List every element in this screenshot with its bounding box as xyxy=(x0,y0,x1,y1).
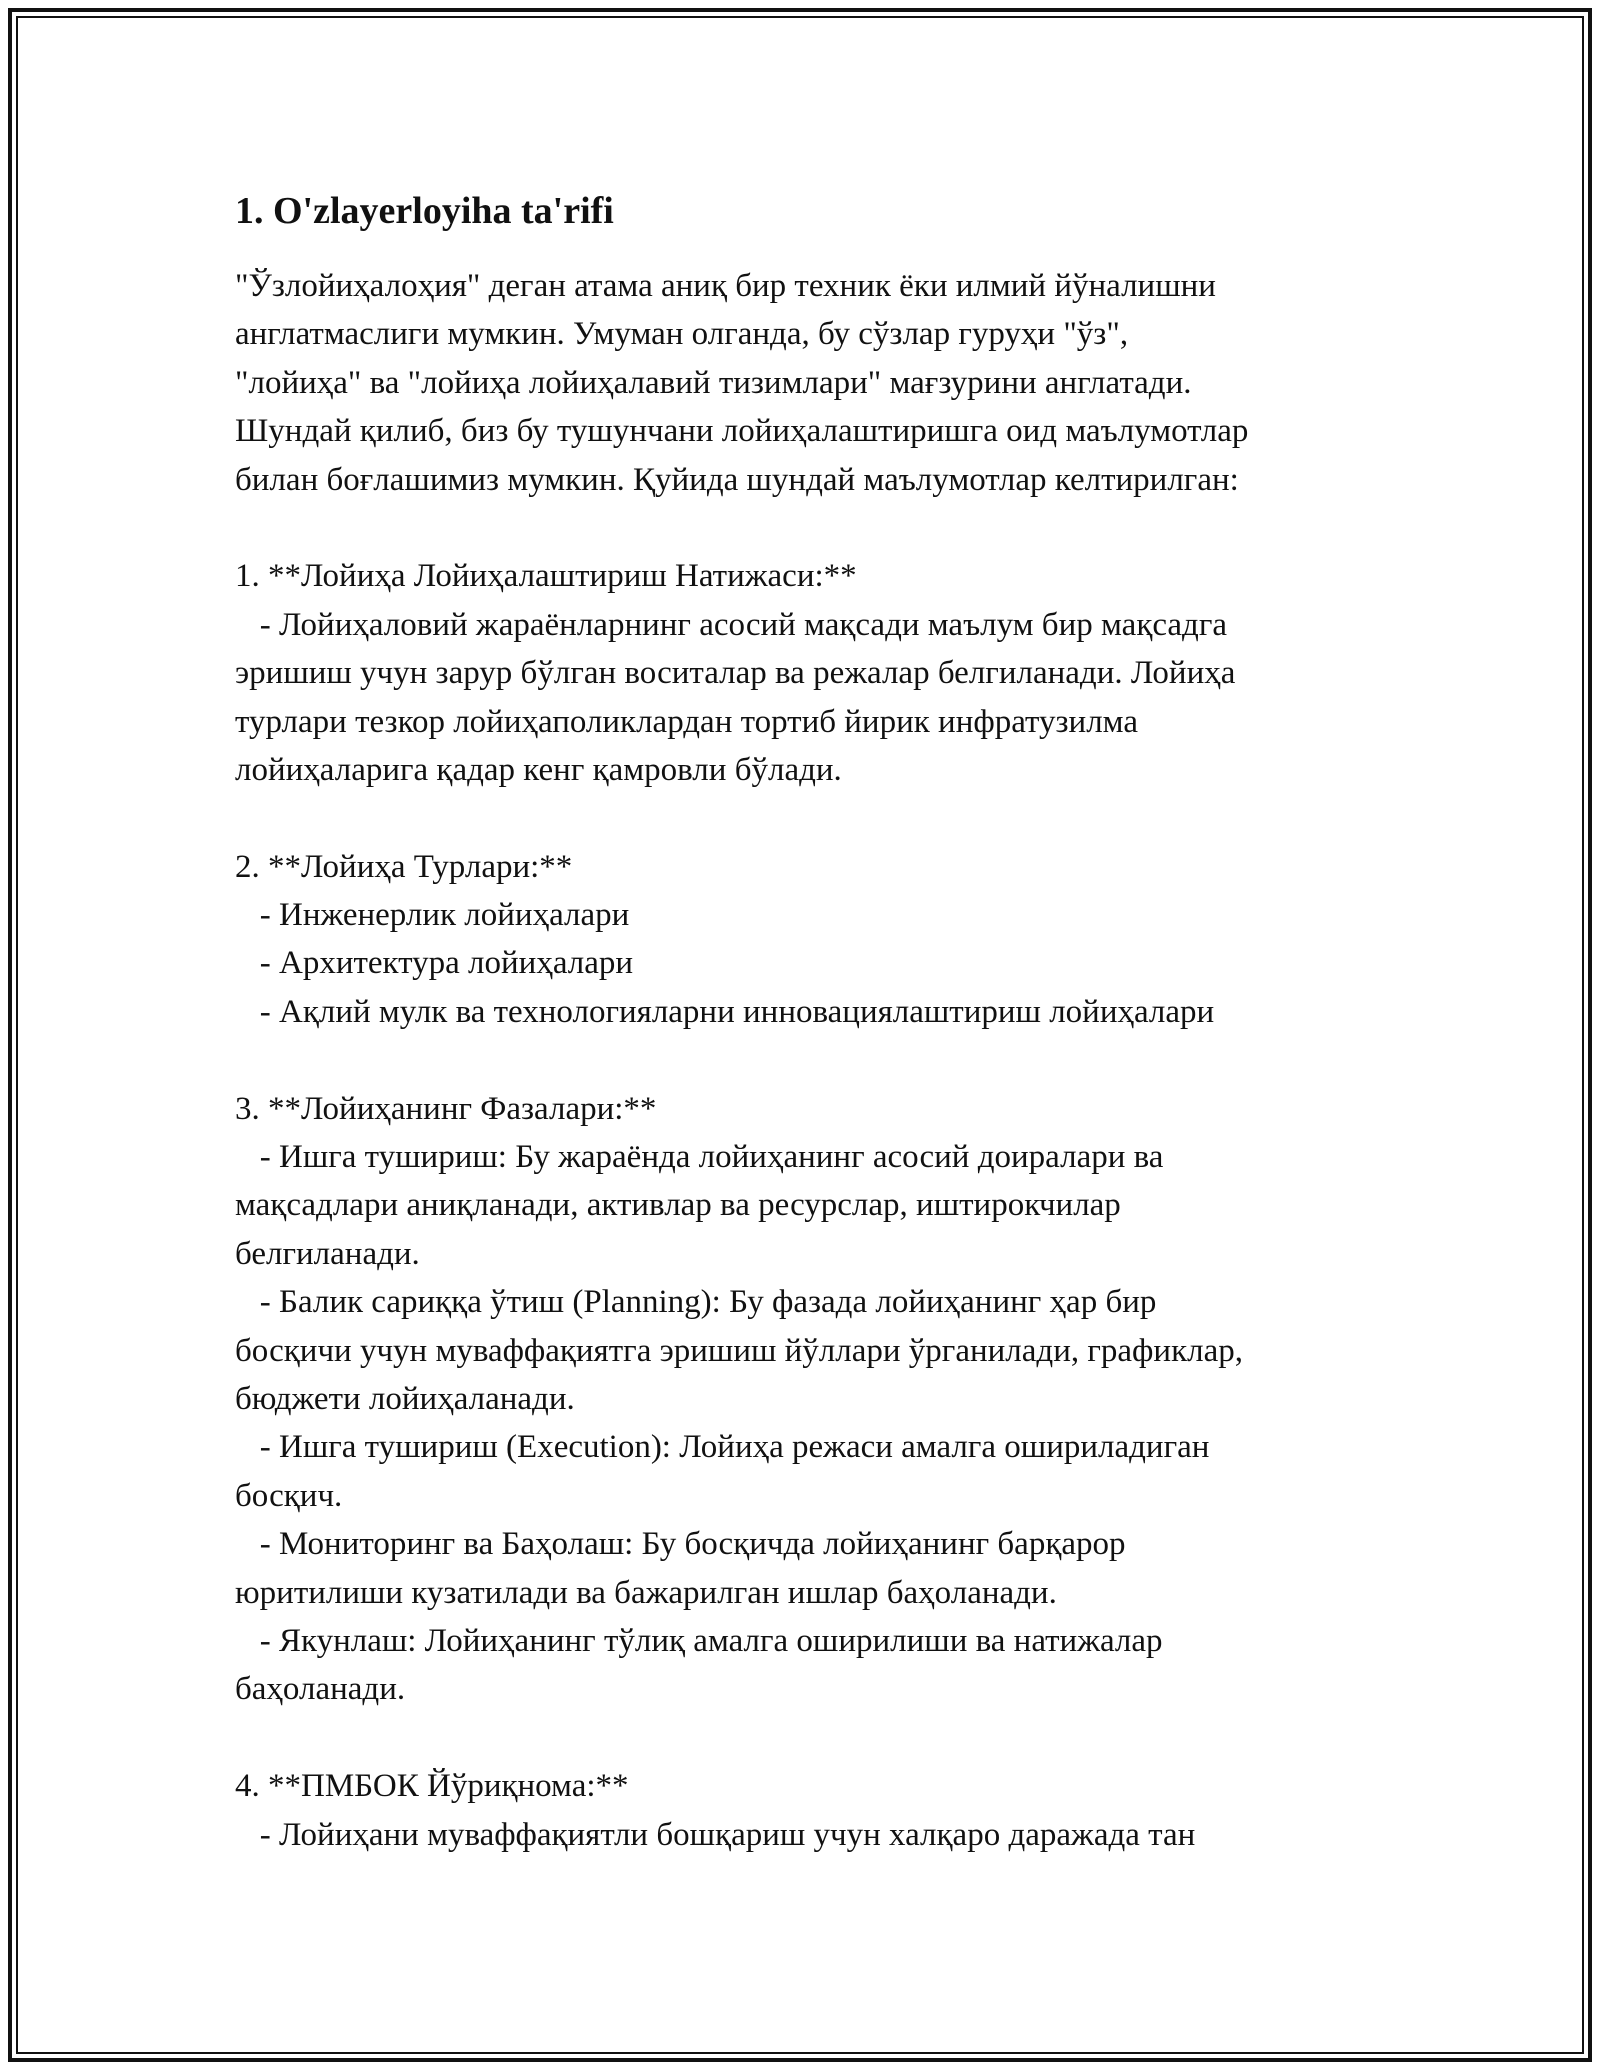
blank-line xyxy=(235,504,1395,552)
text-line: - Балик сариққа ўтиш (Planning): Бу фазада лойиҳанинг ҳар бир xyxy=(235,1284,1157,1321)
text-line: турлари тезкор лойиҳаполиклардан тортиб йирик инфратузилма xyxy=(235,703,1138,740)
text-line: 3. **Лойиҳанинг Фазалари:** xyxy=(235,1090,657,1127)
text-line: "Ўзлойиҳалоҳия" деган атама аниқ бир техник ёки илмий йўналишни xyxy=(235,268,1216,304)
text-line: белгиланади. xyxy=(235,1235,420,1272)
text-line: - Инженерлик лойиҳалари xyxy=(235,897,630,934)
text-line: "лойиҳа" ва "лойиҳа лойиҳалавий тизимлари" мағзурини англатади. xyxy=(235,364,1192,401)
document-title: 1. O'zlayerloyiha ta'rifi xyxy=(235,190,614,232)
text-line: - Лойиҳани муваффақиятли бошқариш учун халқаро даражада тан xyxy=(235,1816,1196,1853)
document-body xyxy=(235,186,1395,1859)
text-line: - Ишга тушириш (Execution): Лойиҳа режаси амалга ошириладиган xyxy=(235,1429,1210,1466)
text-line: лойиҳаларига қадар кенг қамровли бўлади. xyxy=(235,751,842,788)
blank-line xyxy=(235,1714,1395,1762)
text-line: 4. **ПМБОК Йўриқнома:** xyxy=(235,1768,629,1805)
text-line: билан боғлашимиз мумкин. Қуйида шундай маълумотлар келтирилган: xyxy=(235,461,1239,498)
text-line: 2. **Лойиҳа Турлари:** xyxy=(235,848,573,885)
text-line: - Лойиҳаловий жараёнларнинг асосий мақсади маълум бир мақсадга xyxy=(235,606,1228,643)
text-line: Шундай қилиб, биз бу тушунчани лойиҳалаштиришга оид маълумотлар xyxy=(235,413,1249,450)
text-line: мақсадлари аниқланади, активлар ва ресурслар, иштирокчилар xyxy=(235,1187,1121,1224)
text-line: эришиш учун зарур бўлган воситалар ва режалар белгиланади. Лойиҳа xyxy=(235,655,1236,692)
blank-line xyxy=(235,1036,1395,1084)
text-line: бюджети лойиҳаланади. xyxy=(235,1380,575,1417)
text-line: босқич. xyxy=(235,1477,343,1514)
text-line: босқичи учун муваффақиятга эришиш йўллари ўрганилади, графиклар, xyxy=(235,1332,1243,1369)
text-line: англатмаслиги мумкин. Умуман олганда, бу сўзлар гуруҳи "ўз", xyxy=(235,316,1129,353)
text-line: 1. **Лойиҳа Лойиҳалаштириш Натижаси:** xyxy=(235,558,857,595)
document-text xyxy=(235,262,1395,1859)
blank-line xyxy=(235,794,1395,842)
text-line: - Мониторинг ва Баҳолаш: Бу босқичда лойиҳанинг барқарор xyxy=(235,1526,1126,1563)
text-line: - Якунлаш: Лойиҳанинг тўлиқ амалга оширилиши ва натижалар xyxy=(235,1622,1163,1659)
text-line: баҳоланади. xyxy=(235,1671,406,1708)
text-line: - Ақлий мулк ва технологияларни инновациялаштириш лойиҳалари xyxy=(235,993,1215,1030)
text-line: юритилиши кузатилади ва бажарилган ишлар баҳоланади. xyxy=(235,1574,1057,1611)
text-line: - Архитектура лойиҳалари xyxy=(235,945,634,982)
text-line: - Ишга тушириш: Бу жараёнда лойиҳанинг асосий доиралари ва xyxy=(235,1139,1164,1176)
